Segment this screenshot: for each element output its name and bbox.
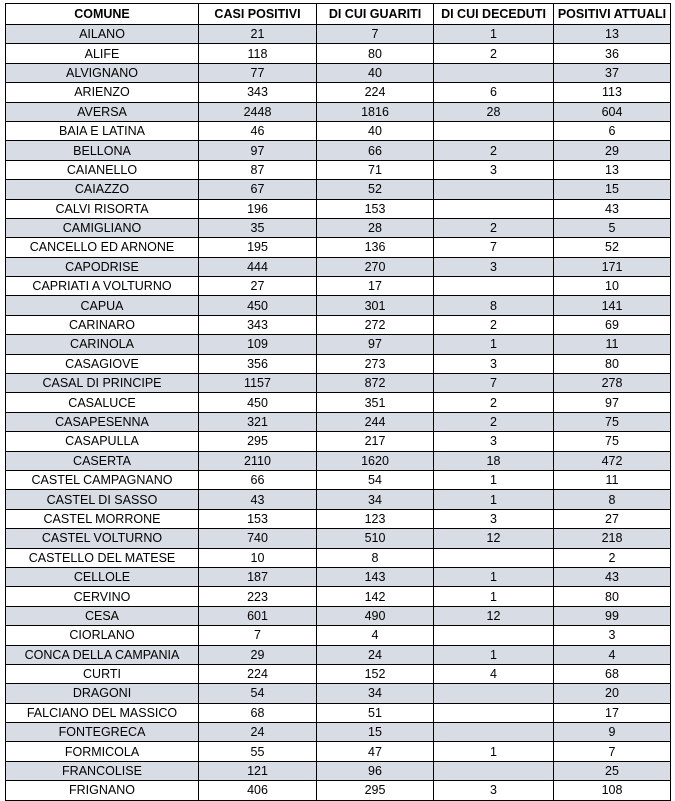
cell-deceduti: 2 <box>434 44 554 63</box>
table-row <box>6 277 671 296</box>
cell-positivi-attuali: 10 <box>554 277 671 296</box>
cell-deceduti <box>434 277 554 296</box>
header-deceduti: DI CUI DECEDUTI <box>434 4 554 25</box>
cell-comune: CAMIGLIANO <box>6 218 199 237</box>
table-row <box>6 25 671 44</box>
cell-casi-positivi: 1157 <box>199 374 317 393</box>
cell-guariti: 244 <box>317 412 434 431</box>
cell-deceduti: 7 <box>434 374 554 393</box>
cell-deceduti <box>434 684 554 703</box>
cell-deceduti: 2 <box>434 315 554 334</box>
table-row <box>6 199 671 218</box>
cell-positivi-attuali: 29 <box>554 141 671 160</box>
covid-cases-table-container <box>5 3 670 801</box>
cell-guariti: 872 <box>317 374 434 393</box>
table-row <box>6 451 671 470</box>
cell-guariti: 4 <box>317 626 434 645</box>
cell-deceduti: 1 <box>434 645 554 664</box>
cell-positivi-attuali: 13 <box>554 25 671 44</box>
cell-guariti: 80 <box>317 44 434 63</box>
cell-comune: CASALUCE <box>6 393 199 412</box>
table-row <box>6 315 671 334</box>
cell-casi-positivi: 601 <box>199 606 317 625</box>
table-row <box>6 781 671 800</box>
cell-comune: CAIANELLO <box>6 160 199 179</box>
cell-comune: CAPUA <box>6 296 199 315</box>
cell-positivi-attuali: 99 <box>554 606 671 625</box>
cell-casi-positivi: 24 <box>199 723 317 742</box>
table-row <box>6 63 671 82</box>
cell-deceduti <box>434 121 554 140</box>
table-row <box>6 723 671 742</box>
cell-guariti: 47 <box>317 742 434 761</box>
cell-deceduti: 3 <box>434 432 554 451</box>
cell-positivi-attuali: 141 <box>554 296 671 315</box>
cell-guariti: 142 <box>317 587 434 606</box>
cell-deceduti: 3 <box>434 257 554 276</box>
cell-deceduti <box>434 63 554 82</box>
cell-guariti: 66 <box>317 141 434 160</box>
cell-positivi-attuali: 43 <box>554 567 671 586</box>
cell-deceduti: 2 <box>434 412 554 431</box>
cell-comune: CASAGIOVE <box>6 354 199 373</box>
cell-positivi-attuali: 20 <box>554 684 671 703</box>
cell-positivi-attuali: 75 <box>554 432 671 451</box>
cell-comune: ARIENZO <box>6 83 199 102</box>
cell-guariti: 1816 <box>317 102 434 121</box>
table-row <box>6 374 671 393</box>
table-row <box>6 548 671 567</box>
cell-casi-positivi: 321 <box>199 412 317 431</box>
cell-guariti: 123 <box>317 509 434 528</box>
cell-guariti: 8 <box>317 548 434 567</box>
cell-casi-positivi: 224 <box>199 664 317 683</box>
cell-positivi-attuali: 25 <box>554 761 671 780</box>
cell-deceduti: 7 <box>434 238 554 257</box>
cell-guariti: 7 <box>317 25 434 44</box>
cell-comune: BAIA E LATINA <box>6 121 199 140</box>
cell-comune: AILANO <box>6 25 199 44</box>
table-row <box>6 335 671 354</box>
cell-deceduti <box>434 723 554 742</box>
cell-positivi-attuali: 6 <box>554 121 671 140</box>
table-row <box>6 567 671 586</box>
cell-casi-positivi: 223 <box>199 587 317 606</box>
cell-positivi-attuali: 7 <box>554 742 671 761</box>
cell-comune: CARINARO <box>6 315 199 334</box>
cell-comune: CASTELLO DEL MATESE <box>6 548 199 567</box>
cell-comune: ALIFE <box>6 44 199 63</box>
cell-casi-positivi: 2448 <box>199 102 317 121</box>
cell-positivi-attuali: 11 <box>554 470 671 489</box>
table-row <box>6 490 671 509</box>
cell-casi-positivi: 196 <box>199 199 317 218</box>
cell-comune: FORMICOLA <box>6 742 199 761</box>
cell-guariti: 17 <box>317 277 434 296</box>
cell-casi-positivi: 46 <box>199 121 317 140</box>
table-row <box>6 742 671 761</box>
cell-positivi-attuali: 113 <box>554 83 671 102</box>
cell-casi-positivi: 55 <box>199 742 317 761</box>
cell-positivi-attuali: 9 <box>554 723 671 742</box>
cell-guariti: 15 <box>317 723 434 742</box>
cell-comune: CASTEL CAMPAGNANO <box>6 470 199 489</box>
cell-casi-positivi: 35 <box>199 218 317 237</box>
cell-deceduti <box>434 626 554 645</box>
cell-positivi-attuali: 4 <box>554 645 671 664</box>
table-row <box>6 664 671 683</box>
table-row <box>6 257 671 276</box>
table-row <box>6 393 671 412</box>
cell-casi-positivi: 21 <box>199 25 317 44</box>
cell-comune: CESA <box>6 606 199 625</box>
cell-comune: CIORLANO <box>6 626 199 645</box>
cell-casi-positivi: 295 <box>199 432 317 451</box>
cell-positivi-attuali: 43 <box>554 199 671 218</box>
table-row <box>6 606 671 625</box>
cell-positivi-attuali: 97 <box>554 393 671 412</box>
cell-comune: CAPODRISE <box>6 257 199 276</box>
cell-guariti: 96 <box>317 761 434 780</box>
cell-casi-positivi: 109 <box>199 335 317 354</box>
cell-deceduti <box>434 548 554 567</box>
cell-guariti: 40 <box>317 63 434 82</box>
cell-deceduti: 1 <box>434 335 554 354</box>
cell-positivi-attuali: 8 <box>554 490 671 509</box>
table-row <box>6 296 671 315</box>
table-row <box>6 761 671 780</box>
cell-casi-positivi: 450 <box>199 393 317 412</box>
cell-deceduti: 1 <box>434 470 554 489</box>
table-row <box>6 412 671 431</box>
cell-casi-positivi: 450 <box>199 296 317 315</box>
cell-casi-positivi: 195 <box>199 238 317 257</box>
cell-positivi-attuali: 13 <box>554 160 671 179</box>
table-body <box>6 25 671 801</box>
table-row <box>6 238 671 257</box>
cell-casi-positivi: 54 <box>199 684 317 703</box>
cell-guariti: 34 <box>317 684 434 703</box>
cell-guariti: 34 <box>317 490 434 509</box>
cell-deceduti: 8 <box>434 296 554 315</box>
cell-guariti: 152 <box>317 664 434 683</box>
cell-comune: AVERSA <box>6 102 199 121</box>
cell-guariti: 71 <box>317 160 434 179</box>
cell-casi-positivi: 66 <box>199 470 317 489</box>
cell-guariti: 136 <box>317 238 434 257</box>
cell-guariti: 490 <box>317 606 434 625</box>
cell-comune: CONCA DELLA CAMPANIA <box>6 645 199 664</box>
cell-comune: ALVIGNANO <box>6 63 199 82</box>
cell-comune: CELLOLE <box>6 567 199 586</box>
cell-guariti: 97 <box>317 335 434 354</box>
cell-comune: CASTEL MORRONE <box>6 509 199 528</box>
cell-casi-positivi: 7 <box>199 626 317 645</box>
cell-deceduti: 18 <box>434 451 554 470</box>
cell-comune: FRANCOLISE <box>6 761 199 780</box>
cell-positivi-attuali: 68 <box>554 664 671 683</box>
cell-deceduti: 3 <box>434 160 554 179</box>
table-row <box>6 102 671 121</box>
table-row <box>6 160 671 179</box>
cell-casi-positivi: 444 <box>199 257 317 276</box>
cell-comune: DRAGONI <box>6 684 199 703</box>
table-row <box>6 432 671 451</box>
cell-casi-positivi: 121 <box>199 761 317 780</box>
table-row <box>6 626 671 645</box>
cell-deceduti: 12 <box>434 529 554 548</box>
cell-deceduti: 28 <box>434 102 554 121</box>
cell-casi-positivi: 153 <box>199 509 317 528</box>
cell-positivi-attuali: 278 <box>554 374 671 393</box>
cell-guariti: 51 <box>317 703 434 722</box>
cell-deceduti: 3 <box>434 354 554 373</box>
cell-casi-positivi: 356 <box>199 354 317 373</box>
cell-positivi-attuali: 2 <box>554 548 671 567</box>
cell-guariti: 224 <box>317 83 434 102</box>
cell-deceduti: 4 <box>434 664 554 683</box>
table-row <box>6 470 671 489</box>
cell-guariti: 24 <box>317 645 434 664</box>
header-positivi-attuali: POSITIVI ATTUALI <box>554 4 671 25</box>
cell-casi-positivi: 77 <box>199 63 317 82</box>
cell-casi-positivi: 27 <box>199 277 317 296</box>
cell-deceduti <box>434 180 554 199</box>
cell-casi-positivi: 2110 <box>199 451 317 470</box>
cell-casi-positivi: 406 <box>199 781 317 800</box>
cell-comune: CASERTA <box>6 451 199 470</box>
cell-casi-positivi: 343 <box>199 83 317 102</box>
cell-positivi-attuali: 15 <box>554 180 671 199</box>
cell-positivi-attuali: 36 <box>554 44 671 63</box>
cell-deceduti: 2 <box>434 141 554 160</box>
cell-positivi-attuali: 218 <box>554 529 671 548</box>
cell-casi-positivi: 87 <box>199 160 317 179</box>
cell-deceduti: 3 <box>434 781 554 800</box>
cell-positivi-attuali: 11 <box>554 335 671 354</box>
cell-deceduti: 1 <box>434 567 554 586</box>
table-row <box>6 509 671 528</box>
cell-comune: CAIAZZO <box>6 180 199 199</box>
cell-guariti: 153 <box>317 199 434 218</box>
cell-casi-positivi: 97 <box>199 141 317 160</box>
cell-deceduti: 1 <box>434 490 554 509</box>
cell-casi-positivi: 68 <box>199 703 317 722</box>
cell-positivi-attuali: 5 <box>554 218 671 237</box>
cell-comune: CALVI RISORTA <box>6 199 199 218</box>
cell-comune: CASTEL VOLTURNO <box>6 529 199 548</box>
covid-cases-table <box>5 3 671 801</box>
cell-positivi-attuali: 80 <box>554 354 671 373</box>
cell-comune: FRIGNANO <box>6 781 199 800</box>
cell-deceduti: 1 <box>434 742 554 761</box>
cell-deceduti: 6 <box>434 83 554 102</box>
cell-positivi-attuali: 75 <box>554 412 671 431</box>
cell-guariti: 351 <box>317 393 434 412</box>
cell-comune: BELLONA <box>6 141 199 160</box>
cell-comune: CASTEL DI SASSO <box>6 490 199 509</box>
cell-guariti: 143 <box>317 567 434 586</box>
cell-positivi-attuali: 27 <box>554 509 671 528</box>
cell-positivi-attuali: 80 <box>554 587 671 606</box>
cell-guariti: 1620 <box>317 451 434 470</box>
cell-casi-positivi: 29 <box>199 645 317 664</box>
cell-comune: CERVINO <box>6 587 199 606</box>
cell-comune: CASAPESENNA <box>6 412 199 431</box>
cell-positivi-attuali: 17 <box>554 703 671 722</box>
cell-comune: CARINOLA <box>6 335 199 354</box>
cell-deceduti: 2 <box>434 393 554 412</box>
cell-comune: CANCELLO ED ARNONE <box>6 238 199 257</box>
cell-positivi-attuali: 171 <box>554 257 671 276</box>
cell-deceduti: 2 <box>434 218 554 237</box>
cell-positivi-attuali: 69 <box>554 315 671 334</box>
cell-comune: CASAL DI PRINCIPE <box>6 374 199 393</box>
cell-casi-positivi: 10 <box>199 548 317 567</box>
cell-positivi-attuali: 108 <box>554 781 671 800</box>
table-row <box>6 529 671 548</box>
cell-guariti: 295 <box>317 781 434 800</box>
cell-positivi-attuali: 3 <box>554 626 671 645</box>
cell-comune: FONTEGRECA <box>6 723 199 742</box>
cell-comune: CAPRIATI A VOLTURNO <box>6 277 199 296</box>
header-row <box>6 4 671 25</box>
cell-positivi-attuali: 52 <box>554 238 671 257</box>
table-row <box>6 587 671 606</box>
cell-guariti: 28 <box>317 218 434 237</box>
cell-guariti: 272 <box>317 315 434 334</box>
cell-deceduti: 1 <box>434 587 554 606</box>
cell-deceduti: 1 <box>434 25 554 44</box>
cell-positivi-attuali: 472 <box>554 451 671 470</box>
cell-casi-positivi: 67 <box>199 180 317 199</box>
cell-comune: FALCIANO DEL MASSICO <box>6 703 199 722</box>
cell-guariti: 273 <box>317 354 434 373</box>
cell-deceduti <box>434 199 554 218</box>
table-row <box>6 141 671 160</box>
table-row <box>6 645 671 664</box>
cell-comune: CASAPULLA <box>6 432 199 451</box>
cell-casi-positivi: 740 <box>199 529 317 548</box>
cell-guariti: 510 <box>317 529 434 548</box>
cell-casi-positivi: 118 <box>199 44 317 63</box>
cell-guariti: 217 <box>317 432 434 451</box>
table-row <box>6 180 671 199</box>
table-row <box>6 703 671 722</box>
cell-guariti: 54 <box>317 470 434 489</box>
header-casi-positivi: CASI POSITIVI <box>199 4 317 25</box>
cell-positivi-attuali: 37 <box>554 63 671 82</box>
table-row <box>6 684 671 703</box>
cell-deceduti <box>434 703 554 722</box>
cell-guariti: 40 <box>317 121 434 140</box>
cell-casi-positivi: 343 <box>199 315 317 334</box>
header-comune: COMUNE <box>6 4 199 25</box>
cell-casi-positivi: 187 <box>199 567 317 586</box>
cell-positivi-attuali: 604 <box>554 102 671 121</box>
cell-deceduti: 12 <box>434 606 554 625</box>
cell-guariti: 301 <box>317 296 434 315</box>
table-row <box>6 218 671 237</box>
cell-comune: CURTI <box>6 664 199 683</box>
cell-deceduti: 3 <box>434 509 554 528</box>
table-row <box>6 121 671 140</box>
table-header <box>6 4 671 25</box>
table-row <box>6 44 671 63</box>
cell-guariti: 270 <box>317 257 434 276</box>
table-row <box>6 83 671 102</box>
cell-deceduti <box>434 761 554 780</box>
table-row <box>6 354 671 373</box>
cell-guariti: 52 <box>317 180 434 199</box>
header-guariti: DI CUI GUARITI <box>317 4 434 25</box>
cell-casi-positivi: 43 <box>199 490 317 509</box>
